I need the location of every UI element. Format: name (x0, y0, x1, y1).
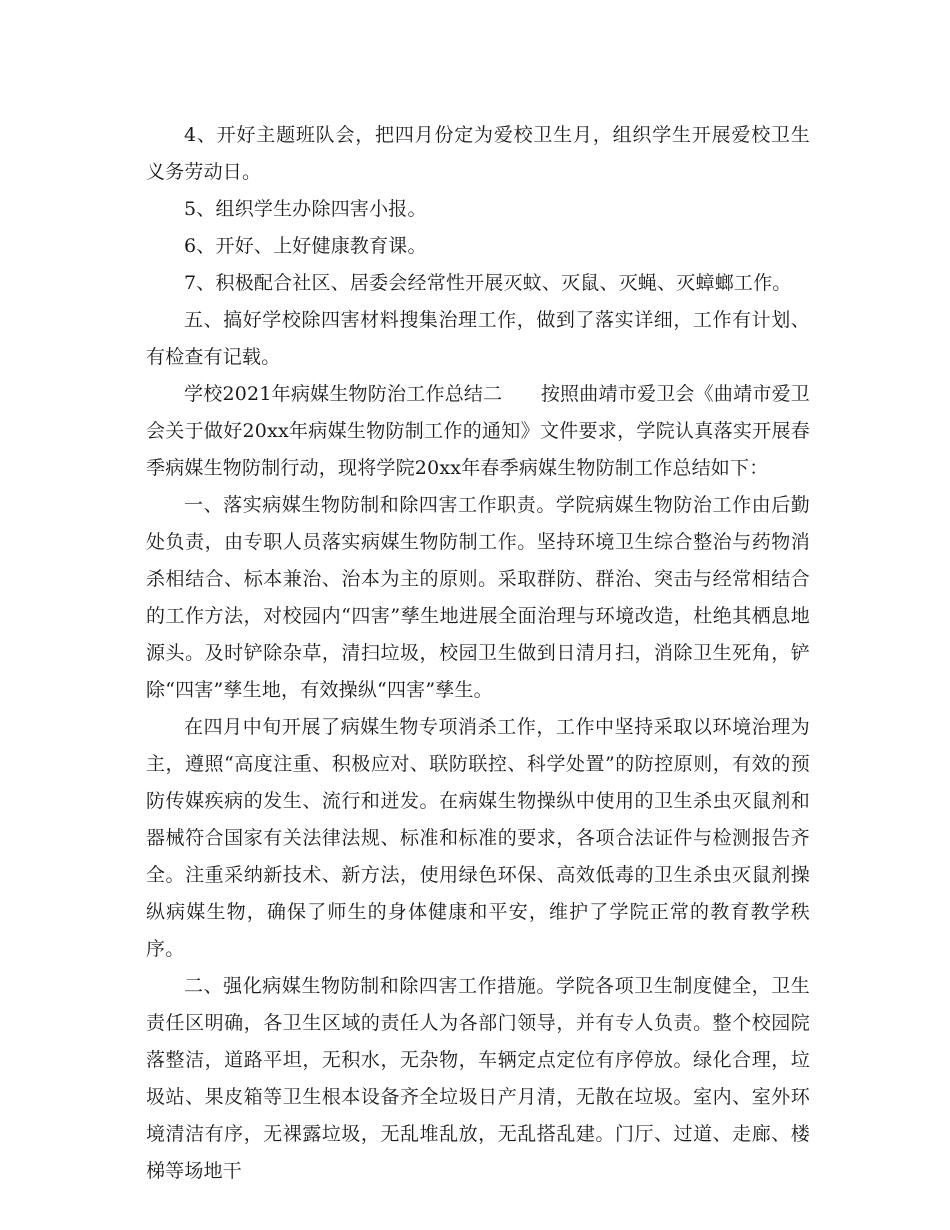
paragraph-april-disinfection: 在四月中旬开展了病媒生物专项消杀工作，工作中坚持采取以环境治理为主，遵照“高度注重、积极应对、联防联控、科学处置”的防控原则，有效的预防传媒疾病的发生、流行和迸发。在病媒生物操纵中使用的卫生杀虫灭鼠剂和器械符合国家有关法律法规、标准和标准的要求，各项合法证件与检测报告齐全。注重采纳新技术、新方法，使用绿色环保、高效低毒的卫生杀虫灭鼠剂操纵病媒生物，确保了师生的身体健康和平安，维护了学院正常的教育教学秩序。 (146, 716, 810, 960)
document-body (146, 117, 810, 1190)
paragraph-item-7: 7、积极配合社区、居委会经常性开展灭蚊、灭鼠、灭蝇、灭蟑螂工作。 (184, 272, 792, 294)
paragraph-section-two: 二、强化病媒生物防制和除四害工作措施。学院各项卫生制度健全，卫生责任区明确，各卫生区域的责任人为各部门领导，并有专人负责。整个校园院落整洁，道路平坦，无积水，无杂物，车辆定点定位有序停放。绿化合理，垃圾站、果皮箱等卫生根本设备齐全垃圾日产月清，无散在垃圾。室内、室外环境清洁有序，无裸露垃圾，无乱堆乱放，无乱搭乱建。门厅、过道、走廊、楼梯等场地干 (146, 975, 810, 1182)
paragraph-item-5: 5、组织学生办除四害小报。 (184, 198, 427, 220)
paragraph-section-one: 一、落实病媒生物防制和除四害工作职责。学院病媒生物防治工作由后勤处负责，由专职人员落实病媒生物防制工作。坚持环境卫生综合整治与药物消杀相结合、标本兼治、治本为主的原则。采取群防、群治、突击与经常相结合的工作方法，对校园内“四害”孳生地进展全面治理与环境改造，杜绝其栖息地源头。及时铲除杂草，清扫垃圾，校园卫生做到日清月扫，消除卫生死角，铲除“四害”孳生地，有效操纵“四害”孳生。 (146, 494, 810, 701)
paragraph-item-6: 6、开好、上好健康教育课。 (184, 235, 427, 257)
paragraph-summary-two-intro: 学校2021年病媒生物防治工作总结二 按照曲靖市爱卫会《曲靖市爱卫会关于做好20xx年病媒生物防制工作的通知》文件要求，学院认真落实开展春季病媒生物防制行动，现将学院20xx年春季病媒生物防制工作总结如下： (146, 383, 810, 479)
paragraph-section-five: 五、搞好学校除四害材料搜集治理工作，做到了落实详细，工作有计划、有检查有记载。 (146, 309, 810, 368)
paragraph-item-4: 4、开好主题班队会，把四月份定为爱校卫生月，组织学生开展爱校卫生义务劳动日。 (146, 124, 810, 183)
